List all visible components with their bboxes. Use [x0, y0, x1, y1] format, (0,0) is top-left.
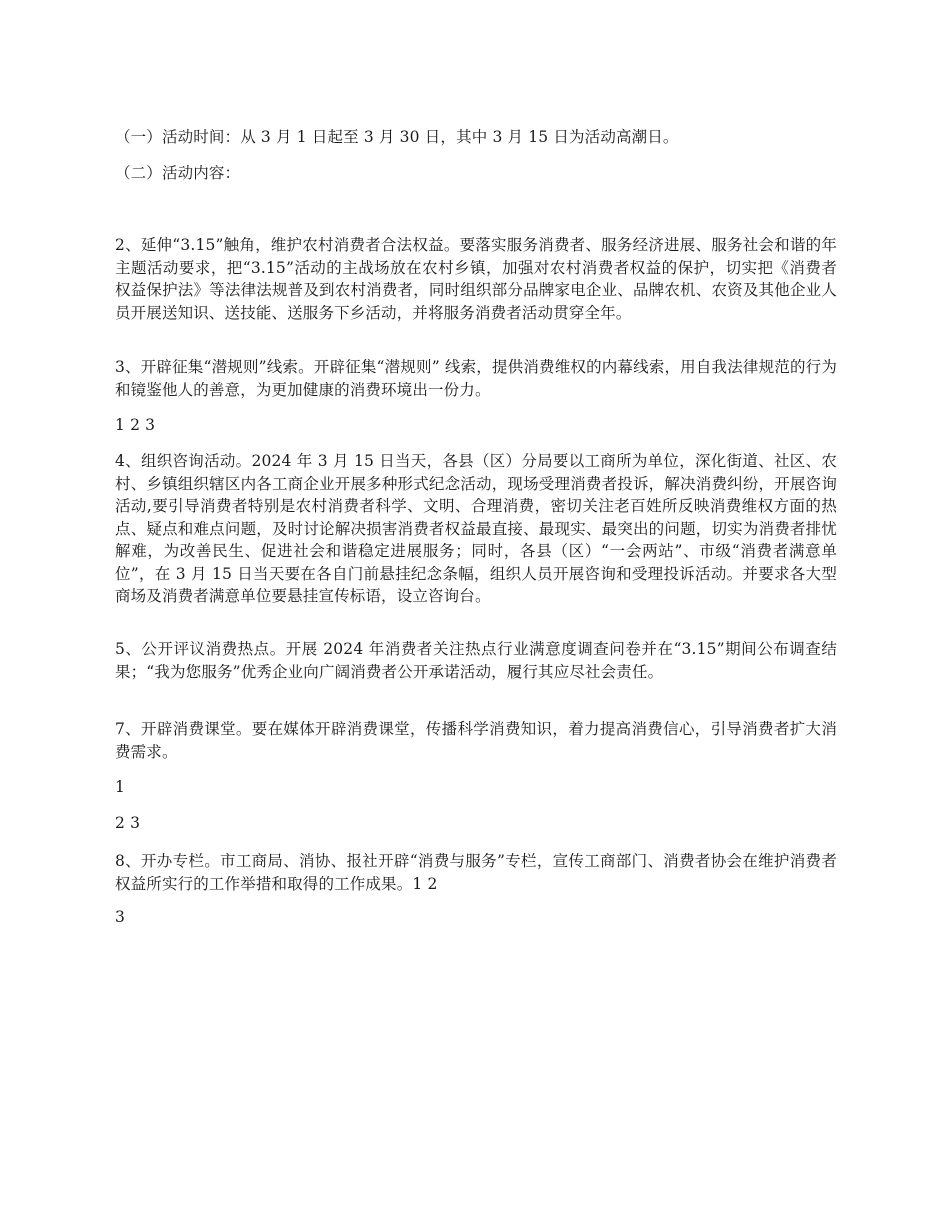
- activity-time-paragraph: （一）活动时间：从 3 月 1 日起至 3 月 30 日，其中 3 月 15 日为活动高潮日。: [115, 128, 679, 146]
- page-numbers-1: 1 2 3: [115, 416, 156, 434]
- activity-content-heading: （二）活动内容：: [115, 164, 241, 182]
- item-4-paragraph: 4、组织咨询活动。2024 年 3 月 15 日当天，各县（区）分局要以工商所为单位，深化街道、社区、农村、乡镇组织辖区内各工商企业开展多种形式纪念活动，现场受理消费者投诉，解决消费纠纷，开展咨询活动,要引导消费者特别是农村消费者科学、文明、合理消费，密切关注老百姓所反映消费维权方面的热点、疑点和难点问题，及时讨论解决损害消费者权益最直接、最现实、最突出的问题，切实为消费者排忧解难，为改善民生、促进社会和谐稳定进展服务；同时，各县（区）“一会两站”、市级“消费者满意单位”，在 3 月 15 日当天要在各自门前悬挂纪念条幅，组织人员开展咨询和受理投诉活动。并要求各大型商场及消费者满意单位要悬挂宣传标语，设立咨询台。: [115, 452, 837, 605]
- page-numbers-4: 3: [115, 908, 126, 926]
- item-3-paragraph: 3、开辟征集“潜规则”线索。开辟征集“潜规则” 线索，提供消费维权的内幕线索，用自我法律规范的行为和镜鉴他人的善意，为更加健康的消费环境出一份力。: [115, 358, 837, 399]
- page-numbers-2: 1: [115, 778, 126, 796]
- item-2-paragraph: 2、延伸“3.15”触角，维护农村消费者合法权益。要落实服务消费者、服务经济进展、服务社会和谐的年主题活动要求，把“3.15”活动的主战场放在农村乡镇，加强对农村消费者权益的保护，切实把《消费者权益保护法》等法律法规普及到农村消费者，同时组织部分品牌家电企业、品牌农机、农资及其他企业人员开展送知识、送技能、送服务下乡活动，并将服务消费者活动贯穿全年。: [115, 236, 837, 322]
- item-8-paragraph: 8、开办专栏。市工商局、消协、报社开辟“消费与服务”专栏，宣传工商部门、消费者协会在维护消费者权益所实行的工作举措和取得的工作成果。1 2: [115, 852, 837, 893]
- page-numbers-3: 2 3: [115, 814, 141, 832]
- item-5-paragraph: 5、公开评议消费热点。开展 2024 年消费者关注热点行业满意度调查问卷并在“3.15”期间公布调查结果；“我为您服务”优秀企业向广阔消费者公开承诺活动，履行其应尽社会责任。: [115, 640, 837, 681]
- item-7-paragraph: 7、开辟消费课堂。要在媒体开辟消费课堂，传播科学消费知识，着力提高消费信心，引导消费者扩大消费需求。: [115, 720, 837, 761]
